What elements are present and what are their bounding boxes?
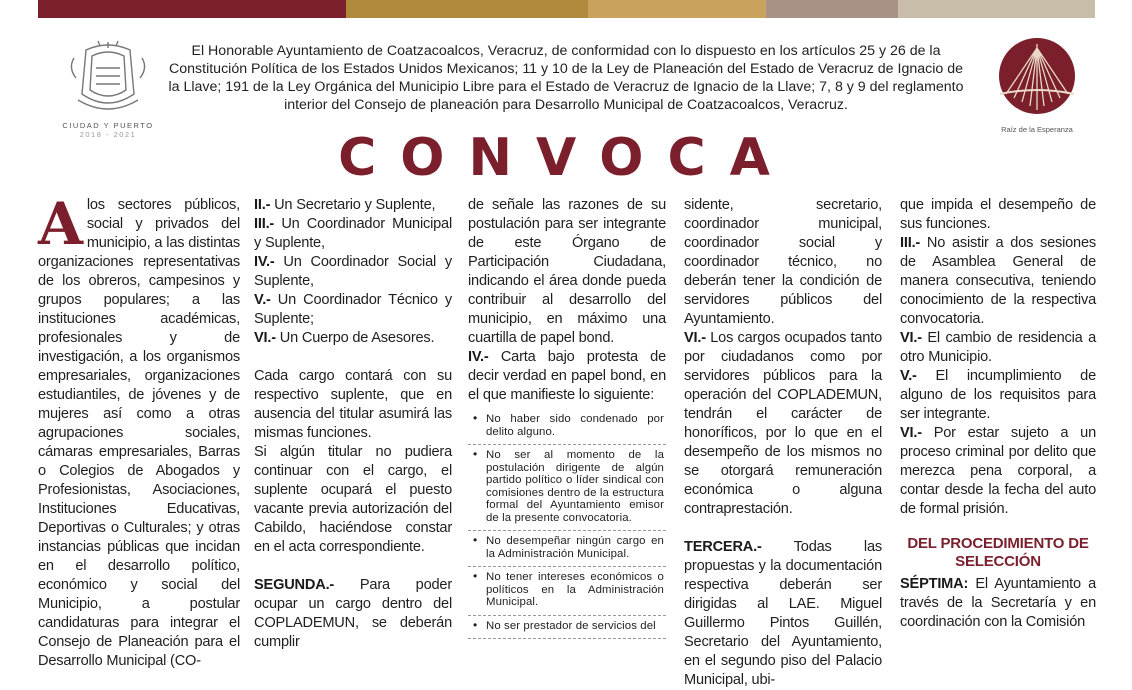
document-title: CONVOCA <box>338 128 794 188</box>
header-band-segment-5 <box>898 0 1095 18</box>
list-item: • No ser al momento de la postulación dirigente de algún partido político o líder sindical con comisiones dentro de la estructura formal del Ayuntamiento emisor de la presente convocatoria. <box>468 445 666 531</box>
paragraph-desempeno: que impida el desempeño de sus funciones. <box>900 197 1096 232</box>
paragraph-razones: de señale las razones de su postulación para ser integrante de este Órgano de Participación Ciudadana, indicando el área donde pueda contribuir al desarrollo del municipio, en máximo una cuartilla de papel bond. <box>468 197 666 346</box>
header-band-segment-1 <box>38 0 346 18</box>
clause-segunda: SEGUNDA.- Para poder ocupar un cargo dentro del COPLADEMUN, se deberán cumplir <box>254 577 452 650</box>
header-band-segment-4 <box>766 0 898 18</box>
column-1 <box>38 190 240 669</box>
clause-septima: SÉPTIMA: El Ayuntamiento a través de la Secretaría y en coordinación con la Comisión <box>900 576 1096 630</box>
column-3 <box>468 196 666 632</box>
raiz-de-la-esperanza-logo <box>992 36 1082 134</box>
item-vi-honorificos: VI.- Los cargos ocupados tanto por ciudadanos como por servidores públicos para la operación del COPLADEMUN, tendrán el carácter de honoríficos, por lo que en el desempeño de los mismos no se otorgará remuneración económica o alguna contraprestación. <box>684 330 882 517</box>
bridge-logo-icon <box>992 36 1082 118</box>
left-logo-years: 2018 - 2021 <box>79 130 137 139</box>
left-logo-caption: CIUDAD Y PUERTO <box>62 121 154 130</box>
item-iii: III.- Un Coordinador Municipal y Suplente, <box>254 216 452 251</box>
column-5 <box>900 196 1096 629</box>
item-v-incumplimiento: V.- El incumplimiento de alguno de los requisitos para ser integrante. <box>900 368 1096 422</box>
item-v: V.- Un Coordinador Técnico y Suplente; <box>254 292 452 327</box>
section-heading-procedimiento: DEL PROCEDIMIENTO DE SELECCIÓN <box>907 535 1089 570</box>
item-vi: VI.- Un Cuerpo de Asesores. <box>254 330 435 346</box>
header-band-segment-2 <box>346 0 588 18</box>
list-item: • No desempeñar ningún cargo en la Administración Municipal. <box>468 531 666 567</box>
list-item: • No ser prestador de servicios del <box>468 616 666 640</box>
item-iii-asistencia: III.- No asistir a dos sesiones de Asamblea General de manera consecutiva, teniendo conocimiento de la respectiva convocatoria. <box>900 235 1096 327</box>
coatzacoalcos-city-emblem <box>56 38 160 138</box>
item-vi-proceso: VI.- Por estar sujeto a un proceso criminal por delito que merezca pena corporal, a contar desde la fecha del auto de formal prisión. <box>900 425 1096 517</box>
item-vi-residencia: VI.- El cambio de residencia a otro Municipio. <box>900 330 1096 365</box>
item-iv: IV.- Un Coordinador Social y Suplente, <box>254 254 452 289</box>
column-4 <box>684 196 882 688</box>
list-item: • No haber sido condenado por delito alguno. <box>468 409 666 445</box>
drop-cap: A <box>38 190 83 258</box>
column-1-text: los sectores públicos, social y privados del municipio, a las distintas organizaciones representativas de los obreros, campesinos y grupos populares; a las instituciones académicas, profesionales y de investigación, a los organismos empresariales, organizaciones estudiantiles, de jóvenes y de mujeres así como a otras agrupaciones sociales, cámaras empresariales, Barras o Colegios de Abogados y Profesionistas, Asociaciones, Instituciones Educativas, Deportivas o Culturales; y otras instancias públicas que incidan en el desarrollo político, económico y social del Municipio, a postular candidaturas para integrar el Consejo de Planeación para el Desarrollo Municipal (CO- <box>38 197 240 669</box>
column-2 <box>254 196 452 650</box>
clause-tercera: TERCERA.- Todas las propuestas y la documentación respectiva deberán ser dirigidas al LAE. Miguel Guillermo Pintos Guillén, Secretario del Ayuntamiento, en el segundo piso del Palacio Municipal, ubi- <box>684 539 882 688</box>
list-item: • No tener intereses económicos o políticos en la Administración Municipal. <box>468 567 666 616</box>
paragraph-servidores: sidente, secretario, coordinador municipal, coordinador social y coordinador técnico, no deberán tener la condición de servidores públicos del Ayuntamiento. <box>684 197 882 327</box>
intro-paragraph: El Honorable Ayuntamiento de Coatzacoalcos, Veracruz, de conformidad con lo dispuesto en los artículos 25 y 26 de la Constitución Política de los Estados Unidos Mexicanos; 11 y 10 de la Ley de Planeación del Estado de Veracruz de Ignacio de la Llave; 191 de la Ley Orgánica del Municipio Libre para el Estado de Veracruz de Ignacio de la Llave; 7, 8 y 9 del reglamento interior del Consejo de planeación para Desarrollo Municipal de Coatzacoalcos, Veracruz. <box>168 43 964 113</box>
paragraph-suplente: Cada cargo contará con su respectivo suplente, que en ausencia del titular asumirá las mismas funciones. <box>254 368 452 441</box>
right-logo-caption: Raíz de la Esperanza <box>1001 125 1073 134</box>
header-band-segment-3 <box>588 0 766 18</box>
item-ii: II.- Un Secretario y Suplente, <box>254 197 436 213</box>
city-seal-icon <box>56 38 160 118</box>
item-iv-carta: IV.- Carta bajo protesta de decir verdad en papel bond, en el que manifieste lo siguiente: <box>468 349 666 403</box>
requirements-list <box>468 409 666 639</box>
paragraph-vacante: Si algún titular no pudiera continuar con el cargo, el suplente ocupará el puesto vacante previa autorización del Cabildo, haciéndose constar en el acta correspondiente. <box>254 444 452 555</box>
